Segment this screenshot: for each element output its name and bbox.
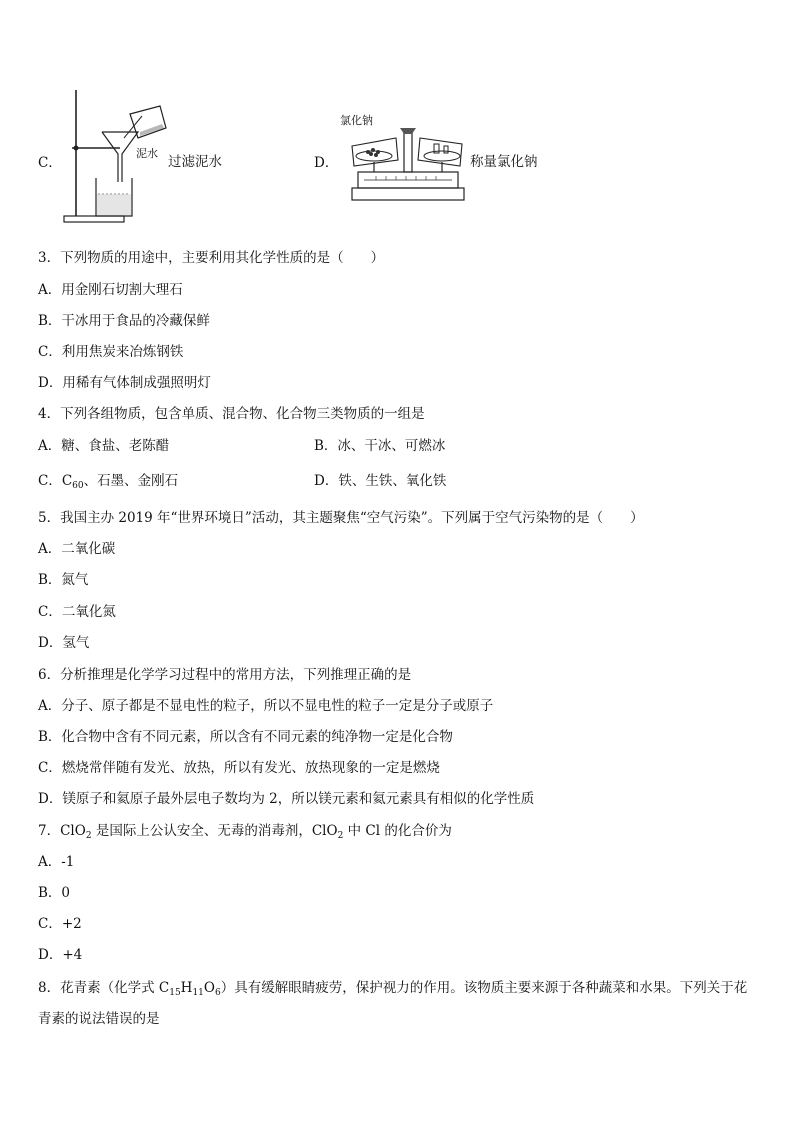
q3-option-b: B．干冰用于食品的冷藏保鲜	[38, 313, 210, 329]
q5-option-b: B．氮气	[38, 572, 89, 588]
q8-sub2: 11	[192, 988, 204, 998]
q7-stem-sub2: 2	[337, 831, 344, 841]
q8-stem-line2: 青素的说法错误的是	[38, 1011, 160, 1027]
q4-option-c-subscript: 60	[72, 481, 84, 491]
q7-stem-part3: 中 Cl 的化合价为	[343, 823, 452, 839]
q3-stem: 3．下列物质的用途中，主要利用其化学性质的是（ ）	[38, 250, 385, 266]
q7-option-c: C．+2	[38, 916, 82, 932]
q8-part2: H	[180, 980, 193, 996]
figure-d-sodium-chloride-label: 氯化钠	[340, 114, 373, 127]
figure-d-option-label: D．	[314, 155, 339, 171]
q4-option-c-prefix: C．C	[38, 473, 73, 489]
q3-option-c: C．利用焦炭来冶炼钢铁	[38, 344, 184, 360]
q8-part3: O	[203, 980, 215, 996]
q7-option-a: A．-1	[38, 854, 75, 870]
q7-stem-sub1: 2	[85, 831, 92, 841]
q4-option-a: A．糖、食盐、老陈醋	[38, 438, 170, 454]
q8-part4: ）具有缓解眼睛疲劳，保护视力的作用。该物质主要来源于各种蔬菜和水果。下列关于花	[220, 980, 748, 996]
balance-figure	[346, 122, 470, 206]
figure-d-caption: 称量氯化钠	[470, 154, 538, 170]
q5-option-d: D．氢气	[38, 635, 90, 651]
q6-option-a: A．分子、原子都是不显电性的粒子，所以不显电性的粒子一定是分子或原子	[38, 698, 494, 714]
q3-option-a: A．用金刚石切割大理石	[38, 282, 183, 298]
q4-option-d: D．铁、生铁、氧化铁	[314, 473, 447, 489]
q8-stem-line1	[38, 979, 747, 1002]
q6-option-b: B．化合物中含有不同元素，所以含有不同元素的纯净物一定是化合物	[38, 729, 453, 745]
q7-stem-part2: 是国际上公认安全、无毒的消毒剂，ClO	[91, 823, 338, 839]
q6-stem: 6．分析推理是化学学习过程中的常用方法，下列推理正确的是	[38, 667, 412, 683]
q7-stem-part1: 7．ClO	[38, 823, 86, 839]
q3-option-d: D．用稀有气体制成强照明灯	[38, 375, 211, 391]
q7-option-b: B．0	[38, 885, 71, 901]
q5-stem: 5．我国主办 2019 年“世界环境日”活动，其主题聚焦“空气污染”。下列属于空气污染物的是（ ）	[38, 510, 644, 526]
q8-sub1: 15	[169, 988, 181, 998]
q4-option-c	[38, 472, 178, 495]
q7-stem	[38, 822, 452, 845]
figure-c-caption: 过滤泥水	[168, 154, 222, 170]
q6-option-c: C．燃烧常伴随有发光、放热，所以有发光、放热现象的一定是燃烧	[38, 760, 440, 776]
q6-option-d: D．镁原子和氦原子最外层电子数均为 2，所以镁元素和氦元素具有相似的化学性质	[38, 791, 535, 807]
q4-stem: 4．下列各组物质，包含单质、混合物、化合物三类物质的一组是	[38, 406, 425, 422]
q7-option-d: D．+4	[38, 947, 83, 963]
q5-option-c: C．二氧化氮	[38, 604, 116, 620]
q8-part1: 8．花青素（化学式 C	[38, 980, 170, 996]
q8-sub3: 6	[214, 988, 221, 998]
q5-option-a: A．二氧化碳	[38, 541, 116, 557]
q4-option-c-rest: 、石墨、金刚石	[83, 473, 179, 489]
q4-option-b: B．冰、干冰、可燃冰	[314, 438, 446, 454]
figure-c-option-label: C．	[38, 155, 62, 171]
figure-c-muddy-water-label: 泥水	[136, 147, 158, 160]
